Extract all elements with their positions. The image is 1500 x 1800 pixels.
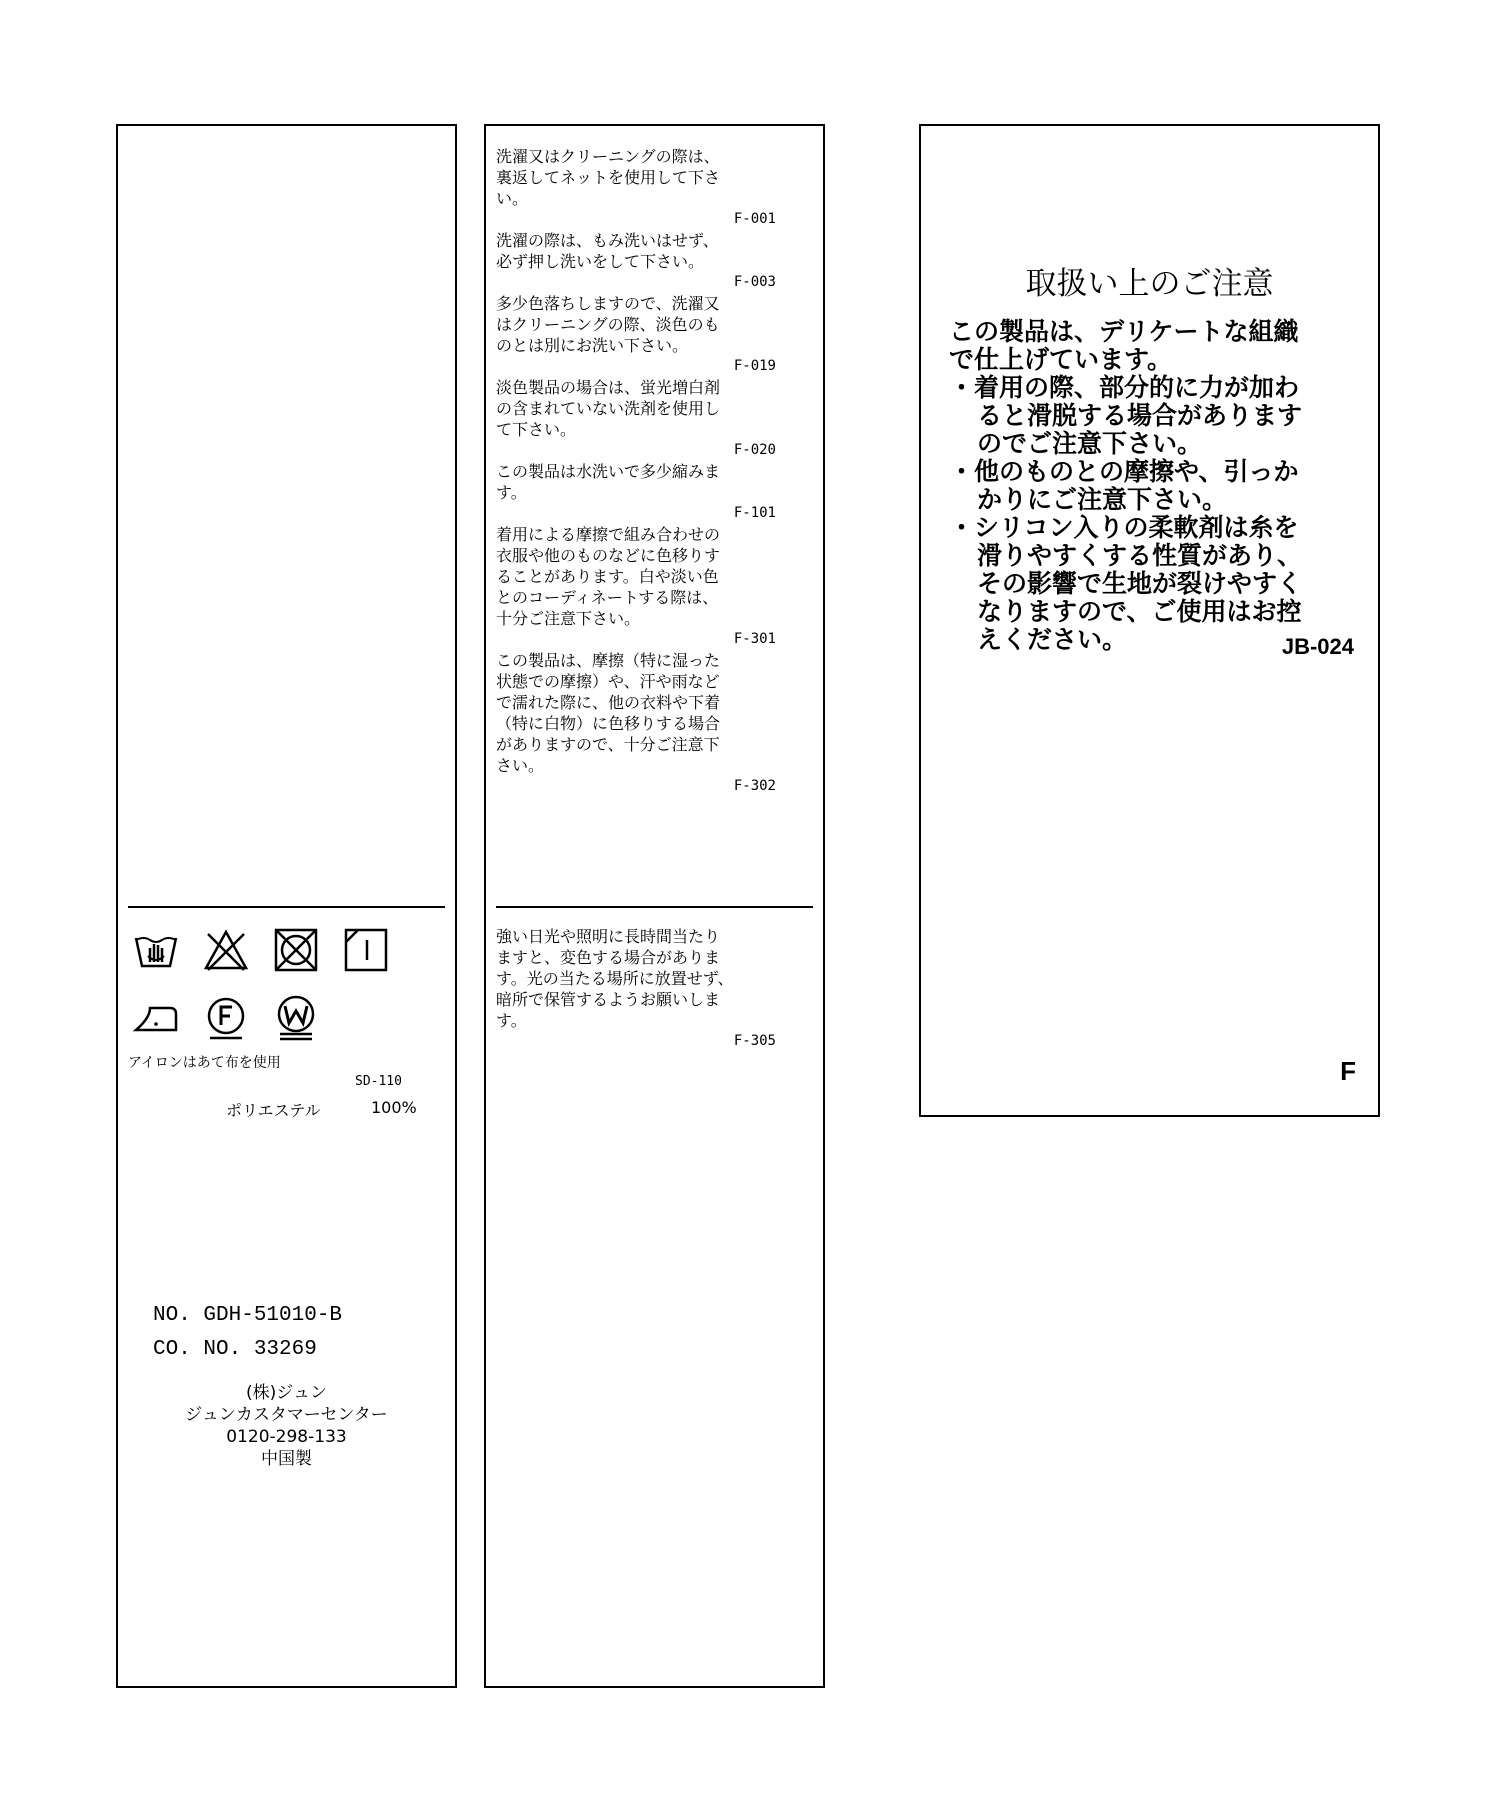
no-bleach-icon bbox=[202, 926, 250, 974]
care-line: 十分ご注意下さい。 bbox=[496, 609, 641, 628]
care-line: この製品は、摩擦（特に湿った bbox=[496, 651, 721, 670]
maker-info bbox=[118, 1382, 455, 1470]
notice-line: なりますので、ご使用はお控 bbox=[977, 597, 1302, 626]
divider bbox=[496, 906, 813, 908]
care-code: F-020 bbox=[733, 442, 776, 458]
dry-clean-f-icon bbox=[202, 994, 250, 1042]
product-number: NO. GDH-51010-B bbox=[153, 1304, 343, 1327]
phone-number: 0120-298-133 bbox=[226, 1427, 347, 1447]
care-line: 暗所で保管するようお願いしま bbox=[496, 990, 721, 1009]
care-instructions bbox=[496, 146, 776, 797]
care-label-middle bbox=[484, 124, 825, 1688]
care-line: 淡色製品の場合は、蛍光増白剤 bbox=[496, 378, 721, 397]
care-line: とのコーディネートする際は、 bbox=[496, 588, 719, 607]
care-line: はクリーニングの際、淡色のも bbox=[496, 315, 720, 334]
notice-line: かりにご注意下さい。 bbox=[977, 485, 1228, 514]
care-line: のとは別にお洗い下さい。 bbox=[496, 336, 689, 355]
light-storage-note bbox=[496, 926, 776, 1052]
iron-note: アイロンはあて布を使用 bbox=[128, 1055, 281, 1071]
customer-center: ジュンカスタマーセンター bbox=[185, 1405, 388, 1425]
notice-line: で仕上げています。 bbox=[949, 345, 1173, 374]
notice-line: 滑りやすくする性質があり、 bbox=[977, 541, 1303, 570]
care-line: 洗濯の際は、もみ洗いはせず、 bbox=[496, 231, 719, 250]
company-name: (株)ジュン bbox=[246, 1383, 327, 1403]
care-line: 強い日光や照明に長時間当たり bbox=[496, 927, 721, 946]
care-line: がありますので、十分ご注意下 bbox=[496, 735, 720, 754]
care-line: て下さい。 bbox=[496, 420, 577, 439]
care-label-right bbox=[919, 124, 1380, 1117]
fiber-name: ポリエステル bbox=[226, 1101, 321, 1120]
care-line: ますと、変色する場合がありま bbox=[496, 948, 721, 967]
notice-line: この製品は、デリケートな組織 bbox=[949, 317, 1299, 346]
care-code: F-305 bbox=[733, 1033, 776, 1049]
care-line: す。 bbox=[496, 483, 527, 502]
care-code: F-101 bbox=[733, 505, 776, 521]
care-code: F-302 bbox=[733, 778, 776, 794]
care-line: 着用による摩擦で組み合わせの bbox=[496, 525, 721, 544]
care-symbols bbox=[132, 926, 432, 1062]
care-line: 裏返してネットを使用して下さ bbox=[496, 168, 721, 187]
no-tumble-dry-icon bbox=[272, 926, 320, 974]
care-line: さい。 bbox=[496, 756, 545, 775]
care-label-left bbox=[116, 124, 457, 1688]
notice-line: ・着用の際、部分的に力が加わ bbox=[949, 373, 1300, 402]
care-code: F-001 bbox=[733, 211, 776, 227]
notice-code: JB-024 bbox=[1281, 634, 1354, 659]
care-line: の含まれていない洗剤を使用し bbox=[496, 399, 721, 418]
care-line: い。 bbox=[496, 189, 529, 208]
notice-line: その影響で生地が裂けやすく bbox=[977, 569, 1303, 598]
care-line: す。 bbox=[496, 1011, 527, 1030]
care-line: 必ず押し洗いをして下さい。 bbox=[496, 252, 705, 271]
wet-clean-w-icon bbox=[272, 994, 320, 1042]
care-line: この製品は水洗いで多少縮みま bbox=[496, 462, 721, 481]
care-code: F-019 bbox=[733, 358, 776, 374]
fiber-percent: 100% bbox=[371, 1098, 417, 1117]
care-line: 状態での摩擦）や、汗や雨など bbox=[496, 672, 720, 691]
care-line: で濡れた際に、他の衣料や下着 bbox=[496, 693, 721, 712]
notice-body bbox=[949, 318, 1359, 654]
care-line: 洗濯又はクリーニングの際は、 bbox=[496, 147, 720, 166]
divider bbox=[128, 906, 445, 908]
notice-line: ・シリコン入りの柔軟剤は糸を bbox=[949, 513, 1299, 542]
hand-wash-icon bbox=[132, 926, 180, 974]
notice-line: ・他のものとの摩擦や、引っか bbox=[949, 457, 1299, 486]
size-mark: F bbox=[1340, 1056, 1356, 1086]
notice-title: 取扱い上のご注意 bbox=[1025, 266, 1274, 302]
care-line: ることがあります。白や淡い色 bbox=[496, 567, 719, 586]
care-line: 衣服や他のものなどに色移りす bbox=[496, 546, 721, 565]
care-code: F-301 bbox=[733, 631, 776, 647]
iron-code: SD-110 bbox=[355, 1074, 402, 1089]
care-line: 多少色落ちしますので、洗濯又 bbox=[496, 294, 720, 313]
notice-line: ると滑脱する場合があります bbox=[977, 401, 1303, 430]
notice-line: えください。 bbox=[977, 625, 1128, 654]
care-line: （特に白物）に色移りする場合 bbox=[496, 714, 721, 733]
co-number: CO. NO. 33269 bbox=[153, 1338, 317, 1361]
care-line: す。光の当たる場所に放置せず、 bbox=[496, 969, 734, 988]
country-of-origin: 中国製 bbox=[261, 1449, 312, 1469]
iron-low-icon bbox=[132, 994, 180, 1042]
line-dry-shade-icon bbox=[342, 926, 390, 974]
care-code: F-003 bbox=[733, 274, 776, 290]
notice-line: のでご注意下さい。 bbox=[977, 429, 1203, 458]
